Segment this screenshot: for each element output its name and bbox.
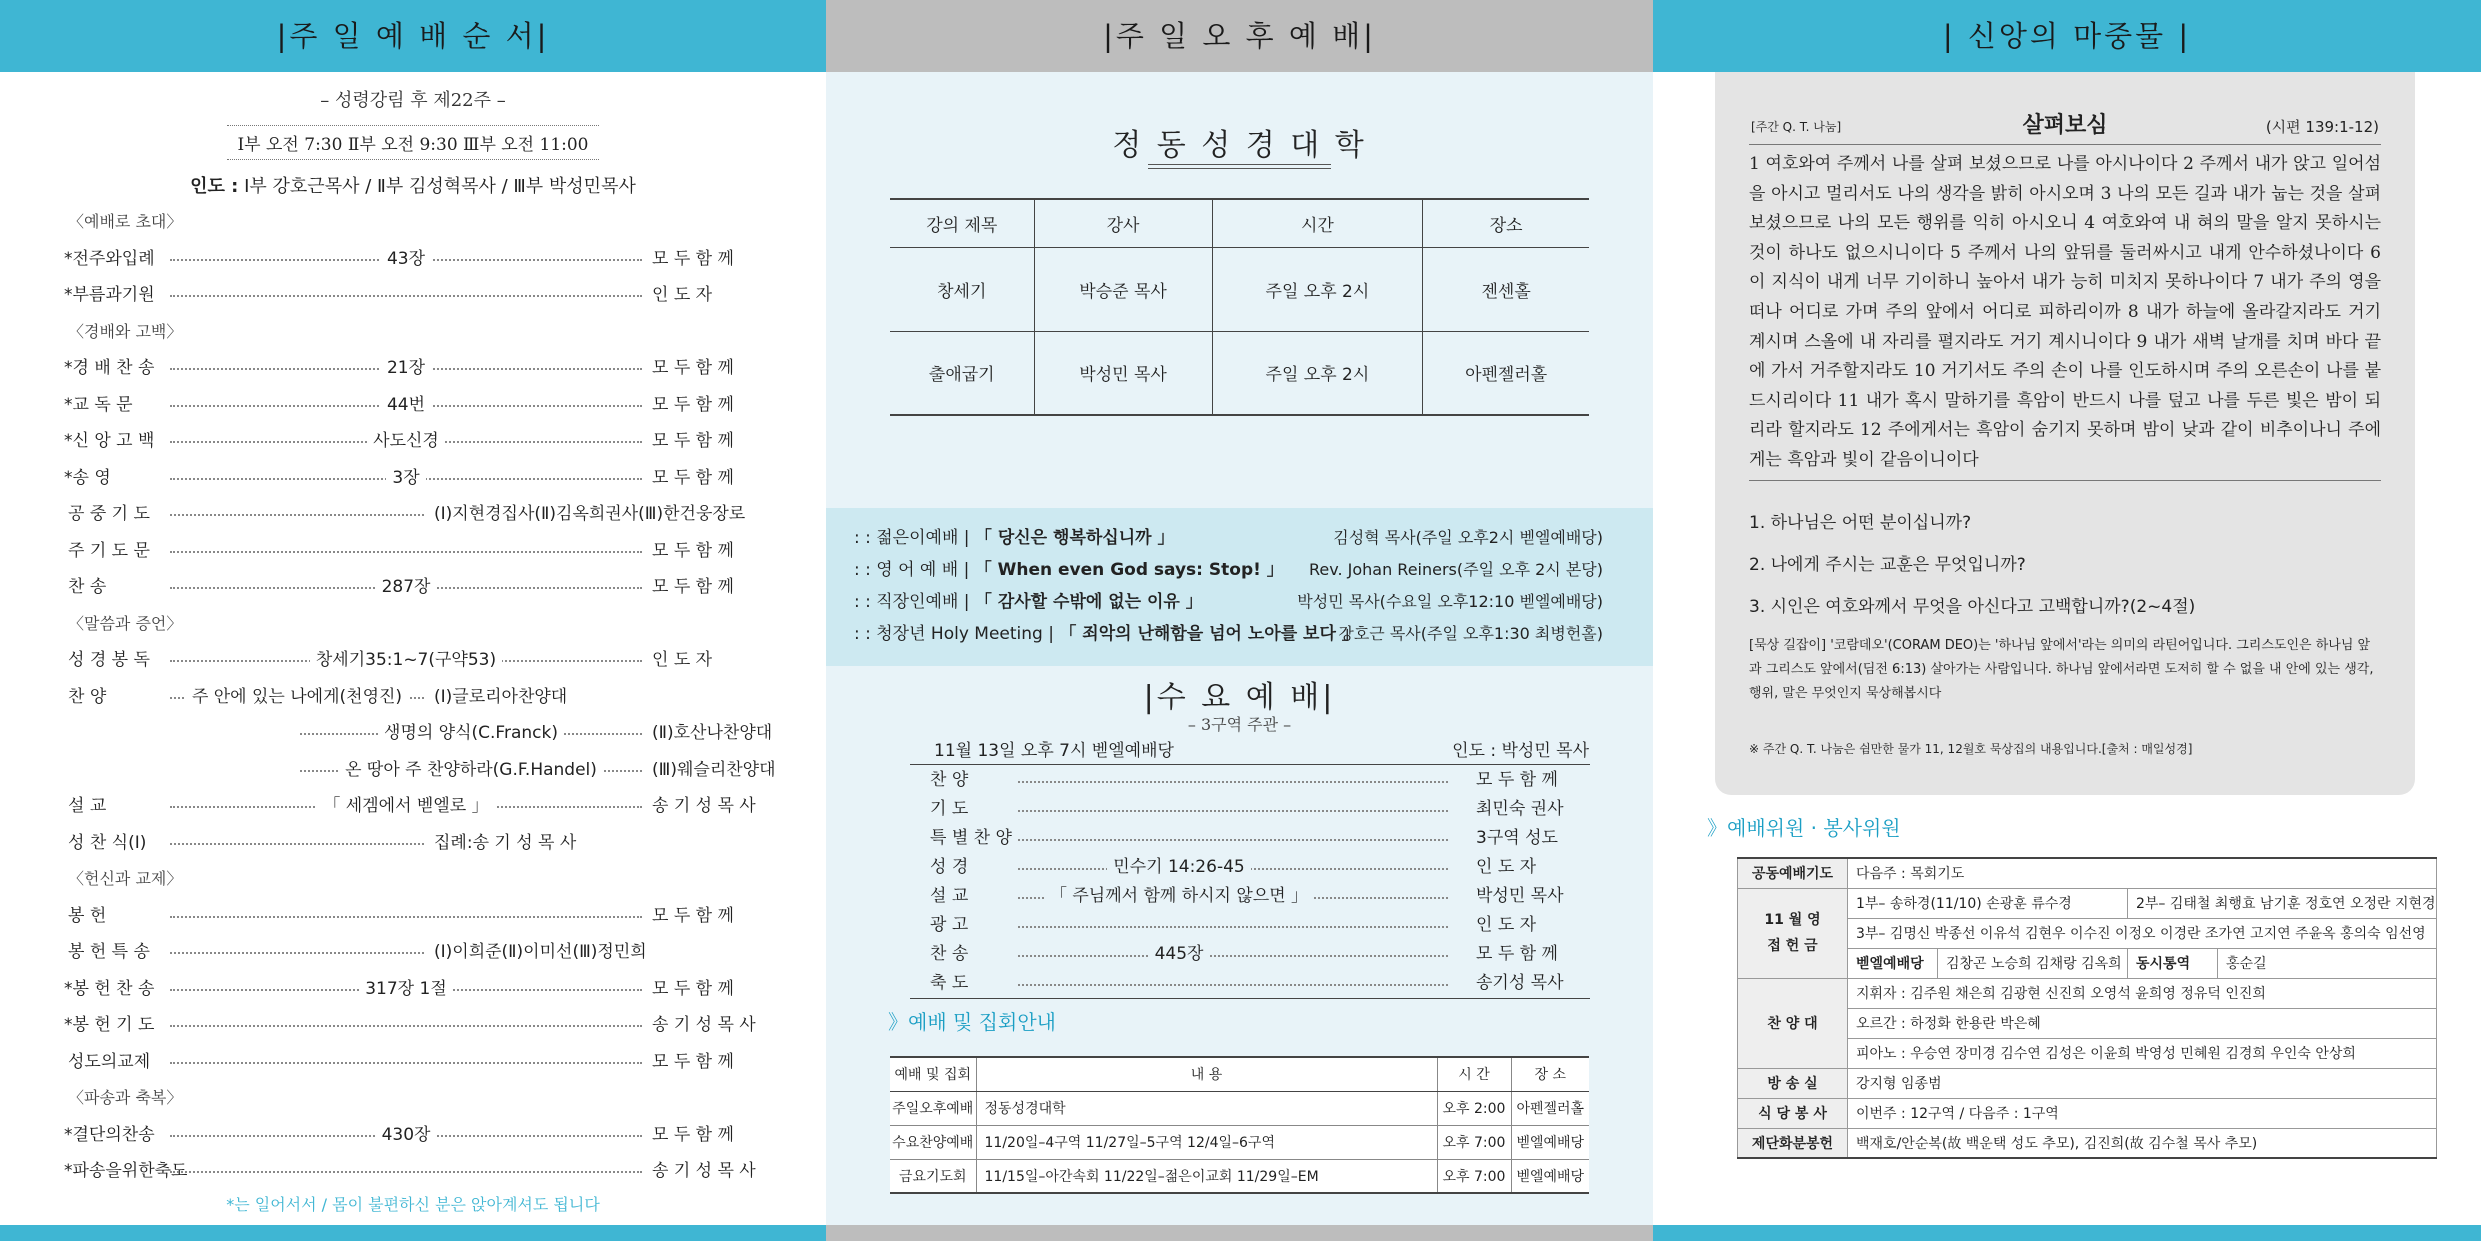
col-header: 장소 — [1423, 199, 1589, 247]
divider — [910, 998, 1590, 999]
order-item — [0, 387, 826, 424]
item-label: *파송을위한축도 — [64, 1161, 188, 1181]
wednesday-leader: 인도 : 박성민 목사 — [1452, 741, 1589, 761]
wed-item — [910, 969, 1590, 998]
order-item — [0, 642, 826, 679]
item-detail: 생명의 양식(C.Franck) — [378, 723, 564, 743]
item-leader: 3구역 성도 — [1476, 828, 1558, 848]
service-row — [854, 554, 1603, 586]
guide-title: 》예배 및 집회안내 — [888, 1010, 1056, 1034]
item-label: 공 중 기 도 — [68, 504, 150, 524]
leader-dots — [1018, 810, 1448, 812]
table-row — [890, 1159, 1589, 1193]
cell: 다음주 : 목회기도 — [1848, 858, 2437, 888]
cell: 벧엘예배당 — [1511, 1125, 1589, 1159]
row-head: 찬 양 대 — [1738, 978, 1848, 1068]
cell: 홍순길 — [2218, 948, 2437, 978]
order-item — [0, 1117, 826, 1154]
item-leader: 모 두 함 께 — [652, 467, 734, 488]
item-label: 설 교 — [930, 886, 969, 906]
order-item — [0, 350, 826, 387]
leader-label: 인도 : — [190, 176, 239, 197]
item-label: *결단의찬송 — [64, 1124, 155, 1145]
order-item — [0, 1153, 826, 1190]
cell: 아펜젤러홀 — [1423, 331, 1589, 415]
leader-dots — [170, 551, 642, 553]
cell: 벧엘예배당 — [1848, 948, 1938, 978]
wednesday-order — [910, 766, 1590, 998]
service-detail: 강호근 목사(주일 오후1:30 최병헌홀) — [1338, 624, 1603, 643]
title-underline — [1148, 164, 1331, 169]
table-row — [1738, 1068, 2437, 1098]
order-item — [0, 898, 826, 935]
table-row — [1738, 858, 2437, 888]
divider — [1749, 144, 2381, 145]
section-heading: 〈헌신과 교제〉 — [68, 869, 183, 888]
cell: 오후 7:00 — [1437, 1159, 1511, 1193]
item-detail: 사도신경 — [367, 431, 445, 451]
order-item — [0, 1044, 826, 1081]
item-detail: 317장 1절 — [359, 979, 453, 999]
wed-item — [910, 766, 1590, 795]
order-item — [0, 1007, 826, 1044]
col-header: 강의 제목 — [926, 215, 998, 236]
item-label: *봉 헌 찬 송 — [64, 978, 155, 999]
study-table — [890, 198, 1589, 416]
cell: 주일 오후 2시 — [1212, 247, 1423, 331]
order-item — [0, 715, 826, 752]
item-label: *부름과기원 — [64, 285, 155, 305]
question: 3. 시인은 여호와께서 무엇을 아신다고 고백합니까?(2~4절) — [1749, 597, 2196, 617]
wed-item — [910, 940, 1590, 969]
section-heading: 〈예배로 초대〉 — [68, 212, 183, 231]
item-leader: 모 두 함 께 — [652, 1051, 734, 1072]
item-detail: 창세기35:1~7(구약53) — [310, 650, 502, 670]
leader-dots — [170, 952, 424, 954]
col-header: 예배 및 집회 — [890, 1057, 976, 1091]
leader-dots — [170, 295, 642, 297]
service-name: : : 젊은이예배 | — [854, 528, 975, 548]
item-leader: 최민숙 권사 — [1476, 799, 1564, 819]
item-label: *봉 헌 기 도 — [64, 1015, 155, 1035]
item-label: 봉 헌 특 송 — [68, 942, 150, 962]
wednesday-subtitle: – 3구역 주관 – — [1187, 715, 1292, 734]
cell: 창세기 — [937, 281, 987, 302]
cell: 11/15일–아간속회 11/22일–젊은이교회 11/29일–EM — [976, 1159, 1437, 1193]
cell: 아펜젤러홀 — [1511, 1091, 1589, 1125]
service-detail: 김성혁 목사(주일 오후2시 벧엘예배당) — [1333, 528, 1603, 547]
cell: 젠센홀 — [1423, 247, 1589, 331]
subtitle: – 성령강림 후 제22주 – — [320, 90, 506, 111]
wed-item — [910, 882, 1590, 911]
panel-header: |주 일 예 배 순 서| — [0, 0, 826, 72]
sermon-title: 「 당신은 행복하십니까 」 — [974, 528, 1175, 548]
item-leader: 모 두 함 께 — [652, 248, 734, 269]
table-row — [890, 1125, 1589, 1159]
service-row — [854, 586, 1603, 618]
footer-bar — [826, 1225, 1653, 1241]
row-head: 제단화분봉헌 — [1738, 1128, 1848, 1158]
service-row — [854, 618, 1603, 650]
table-row — [1738, 1098, 2437, 1128]
item-label: 성 경 — [930, 857, 969, 877]
order-item — [0, 460, 826, 497]
item-label: *송 영 — [64, 467, 111, 488]
row-head: 식 당 봉 사 — [1738, 1098, 1848, 1128]
table-row — [1738, 888, 2437, 918]
item-detail: 3장 — [386, 468, 425, 488]
qt-box — [1715, 72, 2415, 795]
wednesday-date: 11월 13일 오후 7시 벧엘예배당 — [934, 741, 1174, 761]
col-header: 내 용 — [976, 1057, 1437, 1091]
item-detail: 44번 — [381, 395, 431, 415]
divider — [1749, 480, 2381, 481]
guide-table — [890, 1056, 1589, 1194]
item-label: 특 별 찬 양 — [930, 828, 1012, 848]
service-name: : : 영 어 예 배 | — [854, 560, 975, 580]
item-label: 광 고 — [930, 915, 969, 935]
section-heading: 〈파송과 축복〉 — [68, 1088, 183, 1107]
meditation-guide: [묵상 길잡이] '코람데오'(CORAM DEO)는 '하나님 앞에서'라는 의미의 라틴어입니다. 그리스도인은 하나님 앞과 그리스도 앞에서(딤전 6:13) 살아가는 사람입니다. 하나님 앞에서라면 도저히 할 수 없을 내 안에 있는 생각, 행위, 말은 무엇인지 묵상해봅시다 — [1749, 638, 2374, 701]
cell: 3부– 김명신 박종선 이유석 김현우 이수진 이정오 이경란 조가연 고지연 주윤옥 홍의숙 임선영 — [1848, 918, 2437, 948]
item-label: 주 기 도 문 — [68, 540, 150, 561]
item-detail: 주 안에 있는 나에게(천영진) — [186, 687, 408, 707]
order-item — [0, 496, 826, 533]
col-header: 시 간 — [1437, 1057, 1511, 1091]
order-item — [0, 679, 826, 716]
row-head: 방 송 실 — [1738, 1068, 1848, 1098]
item-leader: 송기성 목사 — [1476, 973, 1564, 993]
item-label: *신 앙 고 백 — [64, 431, 155, 451]
service-times: Ⅰ부 오전 7:30 Ⅱ부 오전 9:30 Ⅲ부 오전 11:00 — [227, 125, 599, 160]
serve-title: 》예배위원 · 봉사위원 — [1707, 816, 1901, 840]
cell: 백재호/안순복(故 백운택 성도 추모), 김진희(故 김수철 목사 추모) — [1848, 1128, 2437, 1158]
item-leader: 송 기 성 목 사 — [652, 1161, 756, 1181]
order-list — [0, 204, 826, 1190]
order-item — [0, 423, 826, 460]
wednesday-title: |수 요 예 배| — [1143, 680, 1336, 715]
cell: 오후 7:00 — [1437, 1125, 1511, 1159]
item-label: 성 경 봉 독 — [68, 650, 150, 670]
leader-dots — [170, 1025, 642, 1027]
item-leader: 모 두 함 께 — [652, 540, 734, 561]
row-head: 공동예배기도 — [1738, 858, 1848, 888]
item-detail: 민수기 14:26-45 — [1107, 857, 1250, 877]
table-row — [1738, 978, 2437, 1008]
table-header-row — [890, 1057, 1589, 1091]
qt-reference: (시편 139:1-12) — [2265, 118, 2379, 136]
item-label: *전주와입례 — [64, 248, 155, 269]
standing-note: *는 일어서서 / 몸이 불편하신 분은 앉아계셔도 됩니다 — [226, 1195, 600, 1214]
panel-header: | 신앙의 마중물 | — [1653, 0, 2481, 72]
item-leader: 인 도 자 — [1476, 915, 1537, 935]
col-header: 시간 — [1212, 199, 1423, 247]
cell: 동시통역 — [2128, 948, 2218, 978]
service-name: : : 직장인예배 | — [854, 592, 975, 612]
wed-item — [910, 795, 1590, 824]
footer-bar — [0, 1225, 826, 1241]
table-header-row — [890, 199, 1589, 247]
cell: 박승준 목사 — [1034, 247, 1212, 331]
col-header: 강사 — [1034, 199, 1212, 247]
panel-sunday-order — [0, 0, 826, 1241]
wed-item — [910, 911, 1590, 940]
order-item — [0, 752, 826, 789]
leader-dots — [1018, 839, 1448, 841]
item-label: *경 배 찬 송 — [64, 358, 155, 378]
cell: 주일오후예배 — [890, 1091, 976, 1125]
order-item — [0, 971, 826, 1008]
item-detail: 430장 — [376, 1125, 437, 1145]
cell: 1부– 송하경(11/10) 손광훈 류수경 — [1848, 888, 2128, 918]
question: 1. 하나님은 어떤 분이십니까? — [1749, 513, 1972, 533]
cell: 김창곤 노승희 김채랑 김옥희 — [1938, 948, 2128, 978]
row-head: 11 월 영 접 헌 금 — [1738, 888, 1848, 978]
leader-dots — [170, 1062, 642, 1064]
item-label: 찬 양 — [930, 770, 969, 790]
leader-dots — [1018, 926, 1448, 928]
service-detail: 박성민 목사(수요일 오후12:10 벧엘예배당) — [1297, 592, 1603, 611]
item-label: *교 독 문 — [64, 394, 133, 415]
item-leader: 인 도 자 — [652, 650, 713, 670]
leader-dots — [1018, 984, 1448, 986]
order-item — [0, 533, 826, 570]
other-services-band — [826, 508, 1653, 666]
cell: 오르간 : 하정화 한용란 박은혜 — [1848, 1008, 2437, 1038]
cell: 주일 오후 2시 — [1212, 331, 1423, 415]
table-row — [890, 247, 1589, 331]
item-leader: 집례:송 기 성 목 사 — [434, 832, 577, 853]
service-row — [854, 522, 1603, 554]
cell: 11/20일–4구역 11/27일–5구역 12/4일–6구역 — [976, 1125, 1437, 1159]
cell: 금요기도회 — [890, 1159, 976, 1193]
cell: 이번주 : 12구역 / 다음주 : 1구역 — [1848, 1098, 2437, 1128]
item-leader: 모 두 함 께 — [1476, 944, 1558, 964]
item-detail: 445장 — [1149, 944, 1210, 964]
item-label: 봉 헌 — [68, 905, 107, 926]
scripture-text: 1 여호와여 주께서 나를 살펴 보셨으므로 나를 아시나이다 2 주께서 내가 앉고 일어섬을 아시고 멀리서도 나의 생각을 밝히 아시오며 3 나의 모든 길과 내가 눕는 것을 살펴 보셨으므로 나의 모든 행위를 익히 아시오니 4 여호와여 내 혀의 말을 알지 못하시는 것이 하나도 없으시니이다 5 주께서 나의 앞뒤를 둘러싸시고 내게 안수하셨나이다 6 이 지식이 내게 너무 기이하니 높아서 내가 능히 미치지 못하나이다 7 내가 주의 영을 떠나 어디로 가며 주의 앞에서 어디로 피하리이까 8 내가 하늘에 올라갈지라도 거기 계시며 스올에 내 자리를 펼지라도 거기 계시니이다 9 내가 새벽 날개를 치며 바다 끝에 가서 거주할지라도 10 거기서도 주의 손이 나를 인도하시며 주의 오른손이 나를 붙드시리이다 11 내가 혹시 말하기를 흑암이 반드시 나를 덮고 나를 두른 빛은 밤이 되리라 할지라도 12 주에게서는 흑암이 숨기지 못하며 밤이 낮과 같이 비추이나니 주에게는 흑암과 빛이 같음이니이다 — [1749, 154, 2381, 470]
cell: 지휘자 : 김주원 채은희 김광현 신진희 오영석 윤희영 정유덕 인진희 — [1848, 978, 2437, 1008]
wed-item — [910, 824, 1590, 853]
service-name: : : 청장년 Holy Meeting | — [854, 624, 1060, 644]
item-leader: 모 두 함 께 — [652, 978, 734, 999]
order-item — [0, 934, 826, 971]
sermon-title: 「 감사할 수밖에 없는 이유 」 — [974, 592, 1203, 612]
item-leader: 송 기 성 목 사 — [652, 1015, 756, 1035]
cell: 출애굽기 — [928, 365, 995, 386]
qt-tag: [주간 Q. T. 나눔] — [1751, 120, 1842, 134]
cell: 벧엘예배당 — [1511, 1159, 1589, 1193]
sermon-title: 「 죄악의 난해함을 넘어 노아를 보다 」 — [1059, 624, 1359, 644]
section-heading: 〈경배와 고백〉 — [68, 321, 183, 341]
study-title: 정 동 성 경 대 학 — [1112, 128, 1367, 163]
table-row — [1738, 1128, 2437, 1158]
service-detail: Rev. Johan Reiners(주일 오후 2시 본당) — [1308, 560, 1603, 579]
item-detail: 온 땅아 주 찬양하라(G.F.Handel) — [339, 760, 603, 780]
item-leader: 인 도 자 — [652, 285, 713, 305]
item-detail: 「 세겜에서 벧엘로 」 — [317, 796, 494, 816]
item-label: 기 도 — [930, 799, 969, 819]
qt-title: 살펴보심 — [2022, 113, 2108, 138]
item-leader: 모 두 함 께 — [652, 1124, 734, 1145]
item-detail: 21장 — [381, 358, 431, 378]
serve-table — [1737, 857, 2437, 1159]
cell: 정동성경대학 — [976, 1091, 1437, 1125]
item-label: 찬 송 — [68, 577, 107, 597]
item-detail: 「 주님께서 함께 하시지 않으면 」 — [1044, 886, 1314, 906]
item-leader: 모 두 함 께 — [652, 394, 734, 415]
question: 2. 나에게 주시는 교훈은 무엇입니까? — [1749, 555, 2026, 575]
item-leader: 모 두 함 께 — [652, 431, 734, 451]
panel-header: |주 일 오 후 예 배| — [826, 0, 1653, 72]
item-leader: 모 두 함 께 — [652, 358, 734, 378]
cell: 2부– 김태철 최행효 남기훈 정호연 오정란 지현경 — [2128, 888, 2437, 918]
cell: 피아노 : 우승연 장미경 김수연 김성은 이윤희 박영성 민혜원 김경희 우인숙 안상희 — [1848, 1038, 2437, 1068]
order-item — [0, 788, 826, 825]
order-item — [0, 277, 826, 314]
leaders — [0, 172, 826, 198]
panel-afternoon-service — [826, 0, 1653, 1241]
item-label: 성도의교제 — [68, 1051, 151, 1072]
item-leader: (Ⅰ)이희준(Ⅱ)이미선(Ⅲ)정민희 — [434, 942, 647, 962]
item-leader: 송 기 성 목 사 — [652, 796, 756, 816]
section-heading: 〈말씀과 증언〉 — [68, 613, 183, 633]
leader-dots — [170, 916, 642, 918]
footer-bar — [1653, 1225, 2481, 1241]
leader-names: Ⅰ부 강호근목사 / Ⅱ부 김성혁목사 / Ⅲ부 박성민목사 — [244, 176, 636, 197]
leader-dots — [170, 843, 424, 845]
item-leader: 인 도 자 — [1476, 857, 1537, 877]
panel-faith-section — [1653, 0, 2481, 1241]
cell: 수요찬양예배 — [890, 1125, 976, 1159]
col-header: 장 소 — [1511, 1057, 1589, 1091]
item-leader: 모 두 함 께 — [652, 577, 734, 597]
item-label: 성 찬 식(Ⅰ) — [68, 832, 147, 853]
leader-dots — [170, 1171, 642, 1173]
item-leader: (Ⅰ)지현경집사(Ⅱ)김옥희권사(Ⅲ)한건웅장로 — [434, 504, 746, 524]
item-label: 설 교 — [68, 796, 107, 816]
cell: 박성민 목사 — [1034, 331, 1212, 415]
table-row — [890, 331, 1589, 415]
order-item — [0, 825, 826, 862]
leader-dots — [1018, 781, 1448, 783]
sermon-title: 「 When even God says: Stop! 」 — [974, 560, 1284, 580]
item-label: 축 도 — [930, 973, 969, 993]
item-detail: 287장 — [376, 577, 437, 597]
divider — [910, 764, 1590, 765]
item-leader: 박성민 목사 — [1476, 886, 1564, 906]
item-leader: 모 두 함 께 — [652, 905, 734, 926]
table-row — [890, 1091, 1589, 1125]
cell: 강지형 임종범 — [1848, 1068, 2437, 1098]
item-leader: (Ⅲ)웨슬리찬양대 — [652, 759, 776, 780]
wed-item — [910, 853, 1590, 882]
item-detail: 43장 — [381, 249, 431, 269]
item-label: 찬 송 — [930, 944, 969, 964]
item-leader: (Ⅱ)호산나찬양대 — [652, 723, 773, 743]
leader-dots — [170, 514, 424, 516]
cell: 오후 2:00 — [1437, 1091, 1511, 1125]
qt-source-note: ※ 주간 Q. T. 나눔은 쉼만한 물가 11, 12월호 묵상집의 내용입니다.[출처 : 매일성경] — [1749, 742, 2193, 756]
order-item — [0, 569, 826, 606]
item-leader: 모 두 함 께 — [1476, 770, 1558, 790]
item-leader: (Ⅰ)글로리아찬양대 — [434, 686, 568, 707]
order-item — [0, 241, 826, 278]
item-label: 찬 양 — [68, 686, 107, 707]
